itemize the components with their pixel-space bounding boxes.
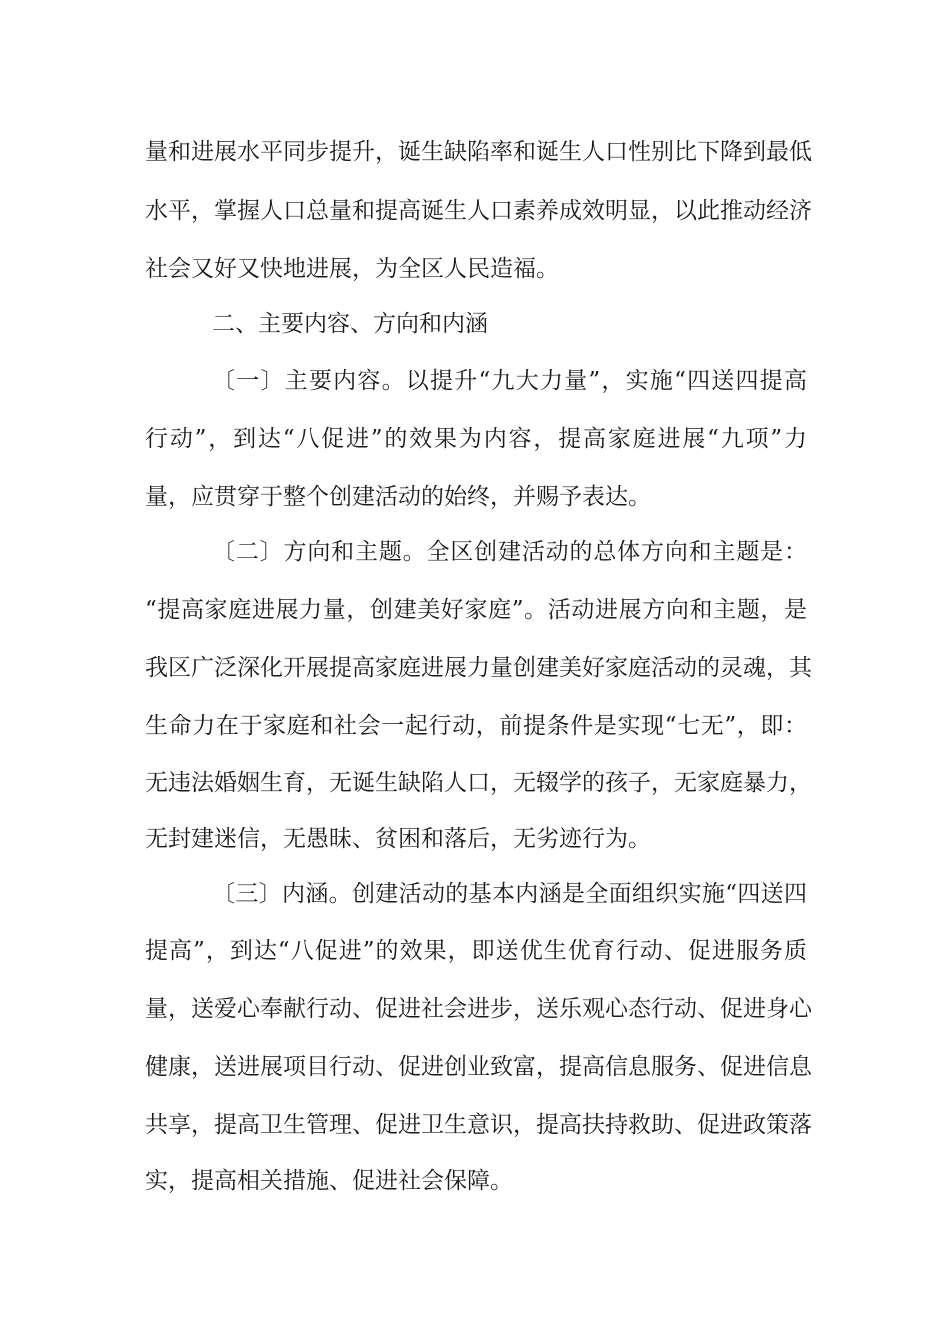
section-heading: 二、主要内容、方向和内涵 — [212, 311, 488, 337]
paragraph-line: 量，应贯穿于整个创建活动的始终，并赐予表达。 — [145, 484, 651, 510]
paragraph-line: 无封建迷信，无愚昧、贫困和落后，无劣迹行为。 — [145, 826, 651, 852]
paragraph-line: 行动”，到达“八促进”的效果为内容，提高家庭进展“九项”力 — [145, 426, 807, 452]
paragraph-line: “提高家庭进展力量，创建美好家庭”。活动进展方向和主题，是 — [145, 597, 807, 623]
paragraph-line: 〔二〕方向和主题。全区创建活动的总体方向和主题是： — [212, 539, 807, 565]
paragraph-line: 〔三〕内涵。创建活动的基本内涵是全面组织实施“四送四 — [212, 881, 807, 907]
paragraph-line: 社会又好又快地进展，为全区人民造福。 — [145, 256, 559, 282]
paragraph-line: 〔一〕主要内容。以提升“九大力量”，实施“四送四提高 — [212, 368, 807, 394]
paragraph-line: 生命力在于家庭和社会一起行动，前提条件是实现“七无”，即： — [145, 713, 807, 739]
paragraph-line: 我区广泛深化开展提高家庭进展力量创建美好家庭活动的灵魂，其 — [145, 655, 812, 681]
paragraph-line: 实，提高相关措施、促进社会保障。 — [145, 1168, 513, 1194]
paragraph-line: 无违法婚姻生育，无诞生缺陷人口，无辍学的孩子，无家庭暴力， — [145, 770, 812, 796]
paragraph-line: 量和进展水平同步提升，诞生缺陷率和诞生人口性别比下降到最低 — [145, 139, 812, 165]
paragraph-line: 量，送爱心奉献行动、促进社会进步，送乐观心态行动、促进身心 — [145, 996, 812, 1022]
paragraph-line: 共享，提高卫生管理、促进卫生意识，提高扶持救助、促进政策落 — [145, 1112, 812, 1138]
paragraph-line: 水平，掌握人口总量和提高诞生人口素养成效明显，以此推动经济 — [145, 198, 812, 224]
paragraph-line: 提高”，到达“八促进”的效果，即送优生优育行动、促进服务质 — [145, 938, 807, 964]
paragraph-line: 健康，送进展项目行动、促进创业致富，提高信息服务、促进信息 — [145, 1054, 812, 1080]
